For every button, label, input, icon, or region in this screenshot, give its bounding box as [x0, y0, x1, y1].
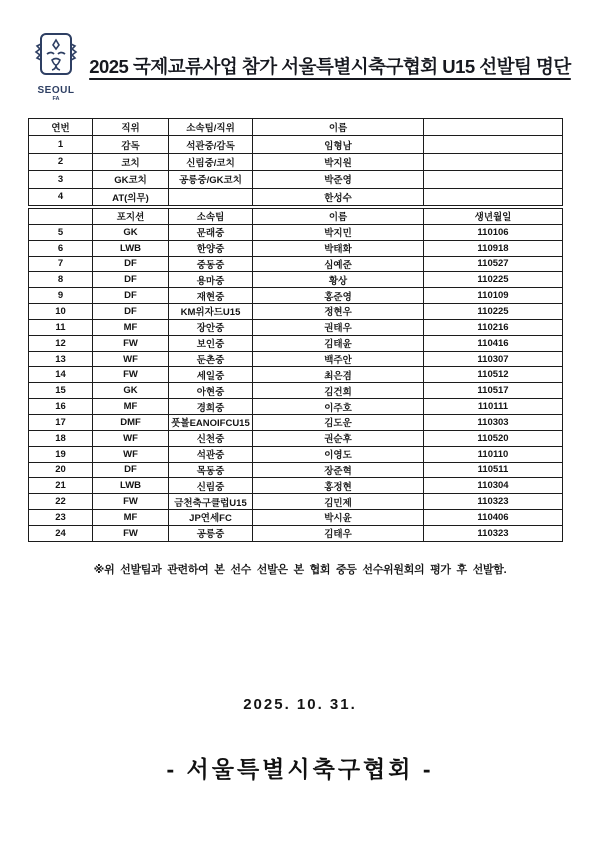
table-cell: 목동중 — [169, 462, 253, 478]
table-cell: KM위자드U15 — [169, 304, 253, 320]
table-cell: 신림중/코치 — [169, 153, 253, 170]
table-cell: 김건희 — [253, 383, 424, 399]
column-header: 연번 — [29, 119, 93, 136]
table-row — [29, 367, 563, 383]
table-cell: 최은겸 — [253, 367, 424, 383]
seoul-fa-logo — [29, 32, 83, 102]
table-cell: 110512 — [424, 367, 563, 383]
column-header: 소속팀/직위 — [169, 119, 253, 136]
table-cell: 한양중 — [169, 240, 253, 256]
table-cell: 2 — [29, 153, 93, 170]
table-row — [29, 240, 563, 256]
table-cell: 김태윤 — [253, 335, 424, 351]
table-cell: 23 — [29, 510, 93, 526]
document-date: 2025. 10. 31. — [243, 696, 357, 713]
table-cell: 장안중 — [169, 319, 253, 335]
table-row — [29, 335, 563, 351]
logo-sub-label: FA — [52, 96, 60, 102]
table-cell: 용마중 — [169, 272, 253, 288]
table-cell: 20 — [29, 462, 93, 478]
table-row — [29, 136, 563, 153]
table-cell: 아현중 — [169, 383, 253, 399]
table-cell: 110406 — [424, 510, 563, 526]
table-cell: 110517 — [424, 383, 563, 399]
table-cell: 김태우 — [253, 525, 424, 541]
table-cell: FW — [93, 525, 169, 541]
selection-note: ※위 선발팀과 관련하여 본 선수 선발은 본 협회 중등 선수위원회의 평가 후 선발함. — [93, 564, 507, 576]
table-cell: 5 — [29, 224, 93, 240]
table-cell: 보인중 — [169, 335, 253, 351]
table-cell: 110323 — [424, 494, 563, 510]
player-table — [28, 208, 563, 542]
table-cell: 신림중 — [169, 478, 253, 494]
staff-table — [28, 118, 563, 206]
table-cell: 감독 — [93, 136, 169, 153]
table-cell: WF — [93, 446, 169, 462]
table-cell: 공릉중 — [169, 525, 253, 541]
column-header: 이름 — [253, 209, 424, 225]
table-cell: 풋볼EANOIFCU15 — [169, 414, 253, 430]
table-cell: 둔촌중 — [169, 351, 253, 367]
table-cell: 홍준영 — [253, 288, 424, 304]
table-row — [29, 304, 563, 320]
table-cell: 박시윤 — [253, 510, 424, 526]
table-row — [29, 478, 563, 494]
table-row — [29, 430, 563, 446]
table-row — [29, 224, 563, 240]
table-cell: 110110 — [424, 446, 563, 462]
table-cell: 공릉중/GK코치 — [169, 171, 253, 188]
table-cell: WF — [93, 351, 169, 367]
table-cell: DF — [93, 272, 169, 288]
table-cell: 심예준 — [253, 256, 424, 272]
table-cell: 110918 — [424, 240, 563, 256]
table-cell: 9 — [29, 288, 93, 304]
table-cell: DF — [93, 256, 169, 272]
table-row — [29, 414, 563, 430]
table-cell — [424, 188, 563, 205]
table-row — [29, 288, 563, 304]
table-cell: GK — [93, 224, 169, 240]
table-cell: 정현우 — [253, 304, 424, 320]
table-cell: 110106 — [424, 224, 563, 240]
table-cell: 장준혁 — [253, 462, 424, 478]
table-cell: 6 — [29, 240, 93, 256]
table-cell: 문래중 — [169, 224, 253, 240]
table-cell: 110225 — [424, 272, 563, 288]
table-cell: WF — [93, 430, 169, 446]
table-cell: 10 — [29, 304, 93, 320]
table-cell: 김도운 — [253, 414, 424, 430]
table-cell: 110303 — [424, 414, 563, 430]
table-row — [29, 446, 563, 462]
tiger-emblem-icon — [34, 32, 78, 80]
table-cell: 신천중 — [169, 430, 253, 446]
table-cell: 12 — [29, 335, 93, 351]
column-header: 포지션 — [93, 209, 169, 225]
table-cell: 3 — [29, 171, 93, 188]
logo-org-label: SEOUL — [37, 85, 75, 96]
table-cell: 110416 — [424, 335, 563, 351]
column-header: 소속팀 — [169, 209, 253, 225]
table-cell: 13 — [29, 351, 93, 367]
table-row — [29, 319, 563, 335]
table-cell: 110323 — [424, 525, 563, 541]
table-row — [29, 351, 563, 367]
table-cell: 김민제 — [253, 494, 424, 510]
table-cell: 19 — [29, 446, 93, 462]
table-cell: 권순후 — [253, 430, 424, 446]
table-cell: 110109 — [424, 288, 563, 304]
table-cell: 16 — [29, 399, 93, 415]
table-cell: 박태화 — [253, 240, 424, 256]
table-cell: 코치 — [93, 153, 169, 170]
table-cell: 권태우 — [253, 319, 424, 335]
table-row — [29, 188, 563, 205]
table-cell: 박지원 — [253, 153, 424, 170]
table-cell: 14 — [29, 367, 93, 383]
table-cell: 석관중 — [169, 446, 253, 462]
table-cell: 1 — [29, 136, 93, 153]
table-row — [29, 171, 563, 188]
column-header — [424, 119, 563, 136]
table-cell: 110304 — [424, 478, 563, 494]
table-row — [29, 462, 563, 478]
column-header — [29, 209, 93, 225]
table-cell: 110520 — [424, 430, 563, 446]
table-cell: LWB — [93, 240, 169, 256]
table-cell: MF — [93, 399, 169, 415]
player-header-row — [29, 209, 563, 225]
table-cell: 임형남 — [253, 136, 424, 153]
table-cell: 황상 — [253, 272, 424, 288]
table-row — [29, 510, 563, 526]
table-cell: 22 — [29, 494, 93, 510]
table-cell: 110511 — [424, 462, 563, 478]
table-cell: 21 — [29, 478, 93, 494]
table-cell: FW — [93, 367, 169, 383]
table-cell: 15 — [29, 383, 93, 399]
table-cell: 24 — [29, 525, 93, 541]
table-cell: 110216 — [424, 319, 563, 335]
table-cell: FW — [93, 494, 169, 510]
table-row — [29, 272, 563, 288]
table-cell: DF — [93, 304, 169, 320]
table-cell: 홍정현 — [253, 478, 424, 494]
table-cell — [424, 171, 563, 188]
table-cell: 재현중 — [169, 288, 253, 304]
table-cell: 이영도 — [253, 446, 424, 462]
table-cell — [169, 188, 253, 205]
column-header: 직위 — [93, 119, 169, 136]
table-cell: MF — [93, 319, 169, 335]
table-row — [29, 153, 563, 170]
table-cell: 7 — [29, 256, 93, 272]
table-cell: 금천축구클럽U15 — [169, 494, 253, 510]
table-cell: 110307 — [424, 351, 563, 367]
table-cell: 17 — [29, 414, 93, 430]
table-cell: 18 — [29, 430, 93, 446]
table-cell: 경희중 — [169, 399, 253, 415]
table-cell — [424, 136, 563, 153]
table-row — [29, 399, 563, 415]
table-cell: 석관중/감독 — [169, 136, 253, 153]
table-cell: DF — [93, 288, 169, 304]
table-cell: 4 — [29, 188, 93, 205]
organization-signature: - 서울특별시축구협회 - — [166, 756, 434, 782]
table-cell: 중동중 — [169, 256, 253, 272]
column-header: 생년월일 — [424, 209, 563, 225]
table-cell: JP연세FC — [169, 510, 253, 526]
table-cell: 110111 — [424, 399, 563, 415]
table-row — [29, 383, 563, 399]
page-title: 2025 국제교류사업 참가 서울특별시축구협회 U15 선발팀 명단 — [89, 56, 571, 77]
table-cell: 박지민 — [253, 224, 424, 240]
table-cell: LWB — [93, 478, 169, 494]
table-cell: 11 — [29, 319, 93, 335]
table-cell: 110527 — [424, 256, 563, 272]
table-cell: 박준영 — [253, 171, 424, 188]
table-cell: 한성수 — [253, 188, 424, 205]
table-cell: DF — [93, 462, 169, 478]
table-cell: AT(의무) — [93, 188, 169, 205]
table-cell: 110225 — [424, 304, 563, 320]
column-header: 이름 — [253, 119, 424, 136]
table-cell: MF — [93, 510, 169, 526]
table-row — [29, 525, 563, 541]
table-cell: 8 — [29, 272, 93, 288]
staff-header-row — [29, 119, 563, 136]
table-row — [29, 256, 563, 272]
table-cell: DMF — [93, 414, 169, 430]
table-cell: 세일중 — [169, 367, 253, 383]
table-cell: 이주호 — [253, 399, 424, 415]
table-row — [29, 494, 563, 510]
table-cell: GK코치 — [93, 171, 169, 188]
table-cell — [424, 153, 563, 170]
table-cell: FW — [93, 335, 169, 351]
table-cell: 백주안 — [253, 351, 424, 367]
table-cell: GK — [93, 383, 169, 399]
